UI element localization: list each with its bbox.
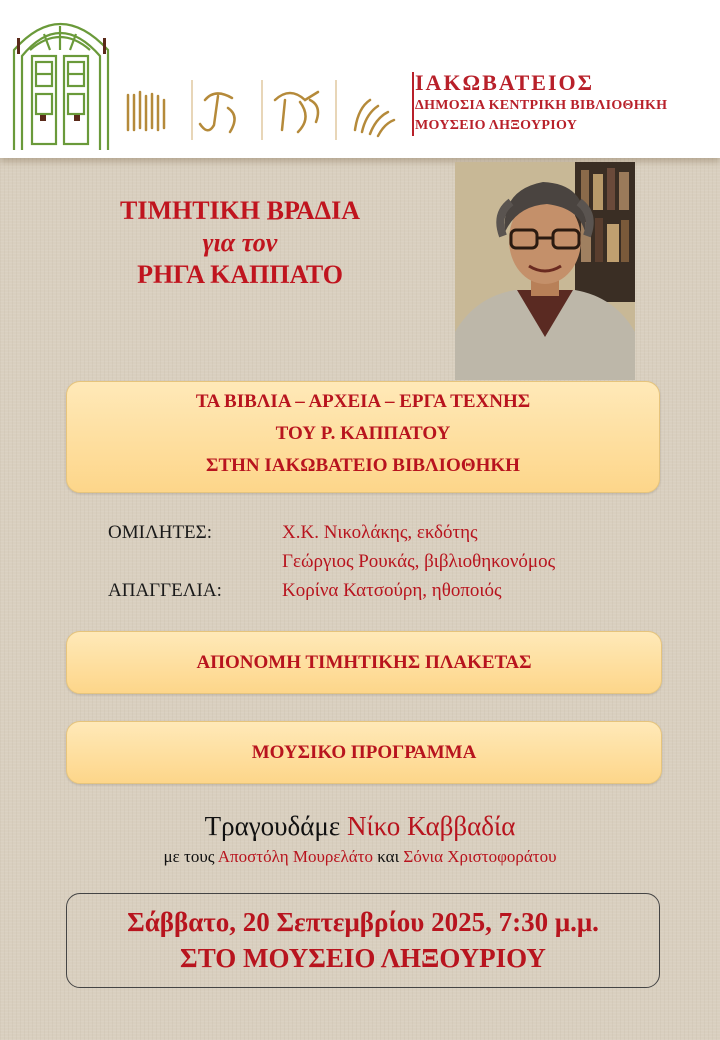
plaque-award-box — [66, 631, 662, 694]
collection-line3: ΣΤΗΝ ΙΑΚΩΒΑΤΕΙΟ ΒΙΒΛΙΟΘΗΚΗ — [206, 455, 520, 476]
library-name: ΙΑΚΩΒΑΤΕΙΟΣ — [415, 70, 595, 95]
speaker-row — [108, 547, 555, 576]
library-subtitle-1: ΔΗΜΟΣΙΑ ΚΕΝΤΡΙΚΗ ΒΙΒΛΙΟΘΗΚΗ — [415, 98, 668, 113]
event-title-line2: για τον — [202, 228, 278, 257]
speaker-row — [108, 576, 555, 605]
brand-divider — [412, 72, 414, 136]
collection-box — [66, 381, 660, 493]
plaque-award-label: ΑΠΟΝΟΜΗ ΤΙΜΗΤΙΚΗΣ ΠΛΑΚΕΤΑΣ — [196, 652, 532, 673]
collection-line1: ΤΑ ΒΙΒΛΙΑ – ΑΡΧΕΙΑ – ΕΡΓΑ ΤΕΧΝΗΣ — [195, 391, 531, 412]
speakers-role-empty — [108, 547, 282, 576]
collection-line2: ΤΟΥ Ρ. ΚΑΠΠΑΤΟΥ — [275, 423, 451, 444]
reciter-name: Κορίνα Κατσούρη, ηθοποιός — [282, 580, 502, 601]
music-lead: Τραγουδάμε — [204, 811, 347, 841]
artist-name: Αποστόλη Μουρελάτο — [217, 847, 374, 866]
event-title-line1: ΤΙΜΗΤΙΚΗ ΒΡΑΔΙΑ — [119, 196, 360, 225]
speakers-list — [108, 518, 555, 605]
music-description — [0, 808, 720, 870]
library-brand — [415, 70, 667, 136]
book-letters-icon — [128, 92, 394, 136]
library-header — [0, 0, 720, 158]
speakers-role: ΟΜΙΛΗΤΕΣ: — [108, 522, 212, 543]
recitation-role: ΑΠΑΓΓΕΛΙΑ: — [108, 580, 222, 601]
speaker-name: Γεώργιος Ρουκάς, βιβλιοθηκονόμος — [282, 551, 556, 572]
event-title-line3: ΡΗΓΑ ΚΑΠΠΑΤΟ — [137, 260, 343, 289]
speaker-row — [108, 518, 555, 547]
portrait-photo — [455, 162, 635, 380]
door-logo-icon — [0, 0, 400, 158]
event-title — [60, 195, 420, 291]
music-program-label: ΜΟΥΣΙΚΟ ΠΡΟΓΡΑΜΜΑ — [251, 742, 477, 763]
event-venue: ΣΤΟ ΜΟΥΣΕΙΟ ΛΗΞΟΥΡΙΟΥ — [180, 943, 546, 973]
poet-name: Νίκο Καββαδία — [346, 811, 516, 841]
music-line2 — [0, 844, 720, 870]
music-program-box — [66, 721, 662, 784]
speaker-name: Χ.Κ. Νικολάκης, εκδότης — [282, 522, 478, 543]
music-line1 — [0, 808, 720, 844]
music-with: με τους — [163, 847, 218, 866]
artist-name: Σόνια Χριστοφοράτου — [403, 847, 557, 866]
date-venue-box — [66, 893, 660, 988]
event-date: Σάββατο, 20 Σεπτεμβρίου 2025, 7:30 μ.μ. — [127, 907, 599, 937]
music-and: και — [373, 847, 404, 866]
library-subtitle-2: ΜΟΥΣΕΙΟ ΛΗΞΟΥΡΙΟΥ — [415, 118, 578, 133]
